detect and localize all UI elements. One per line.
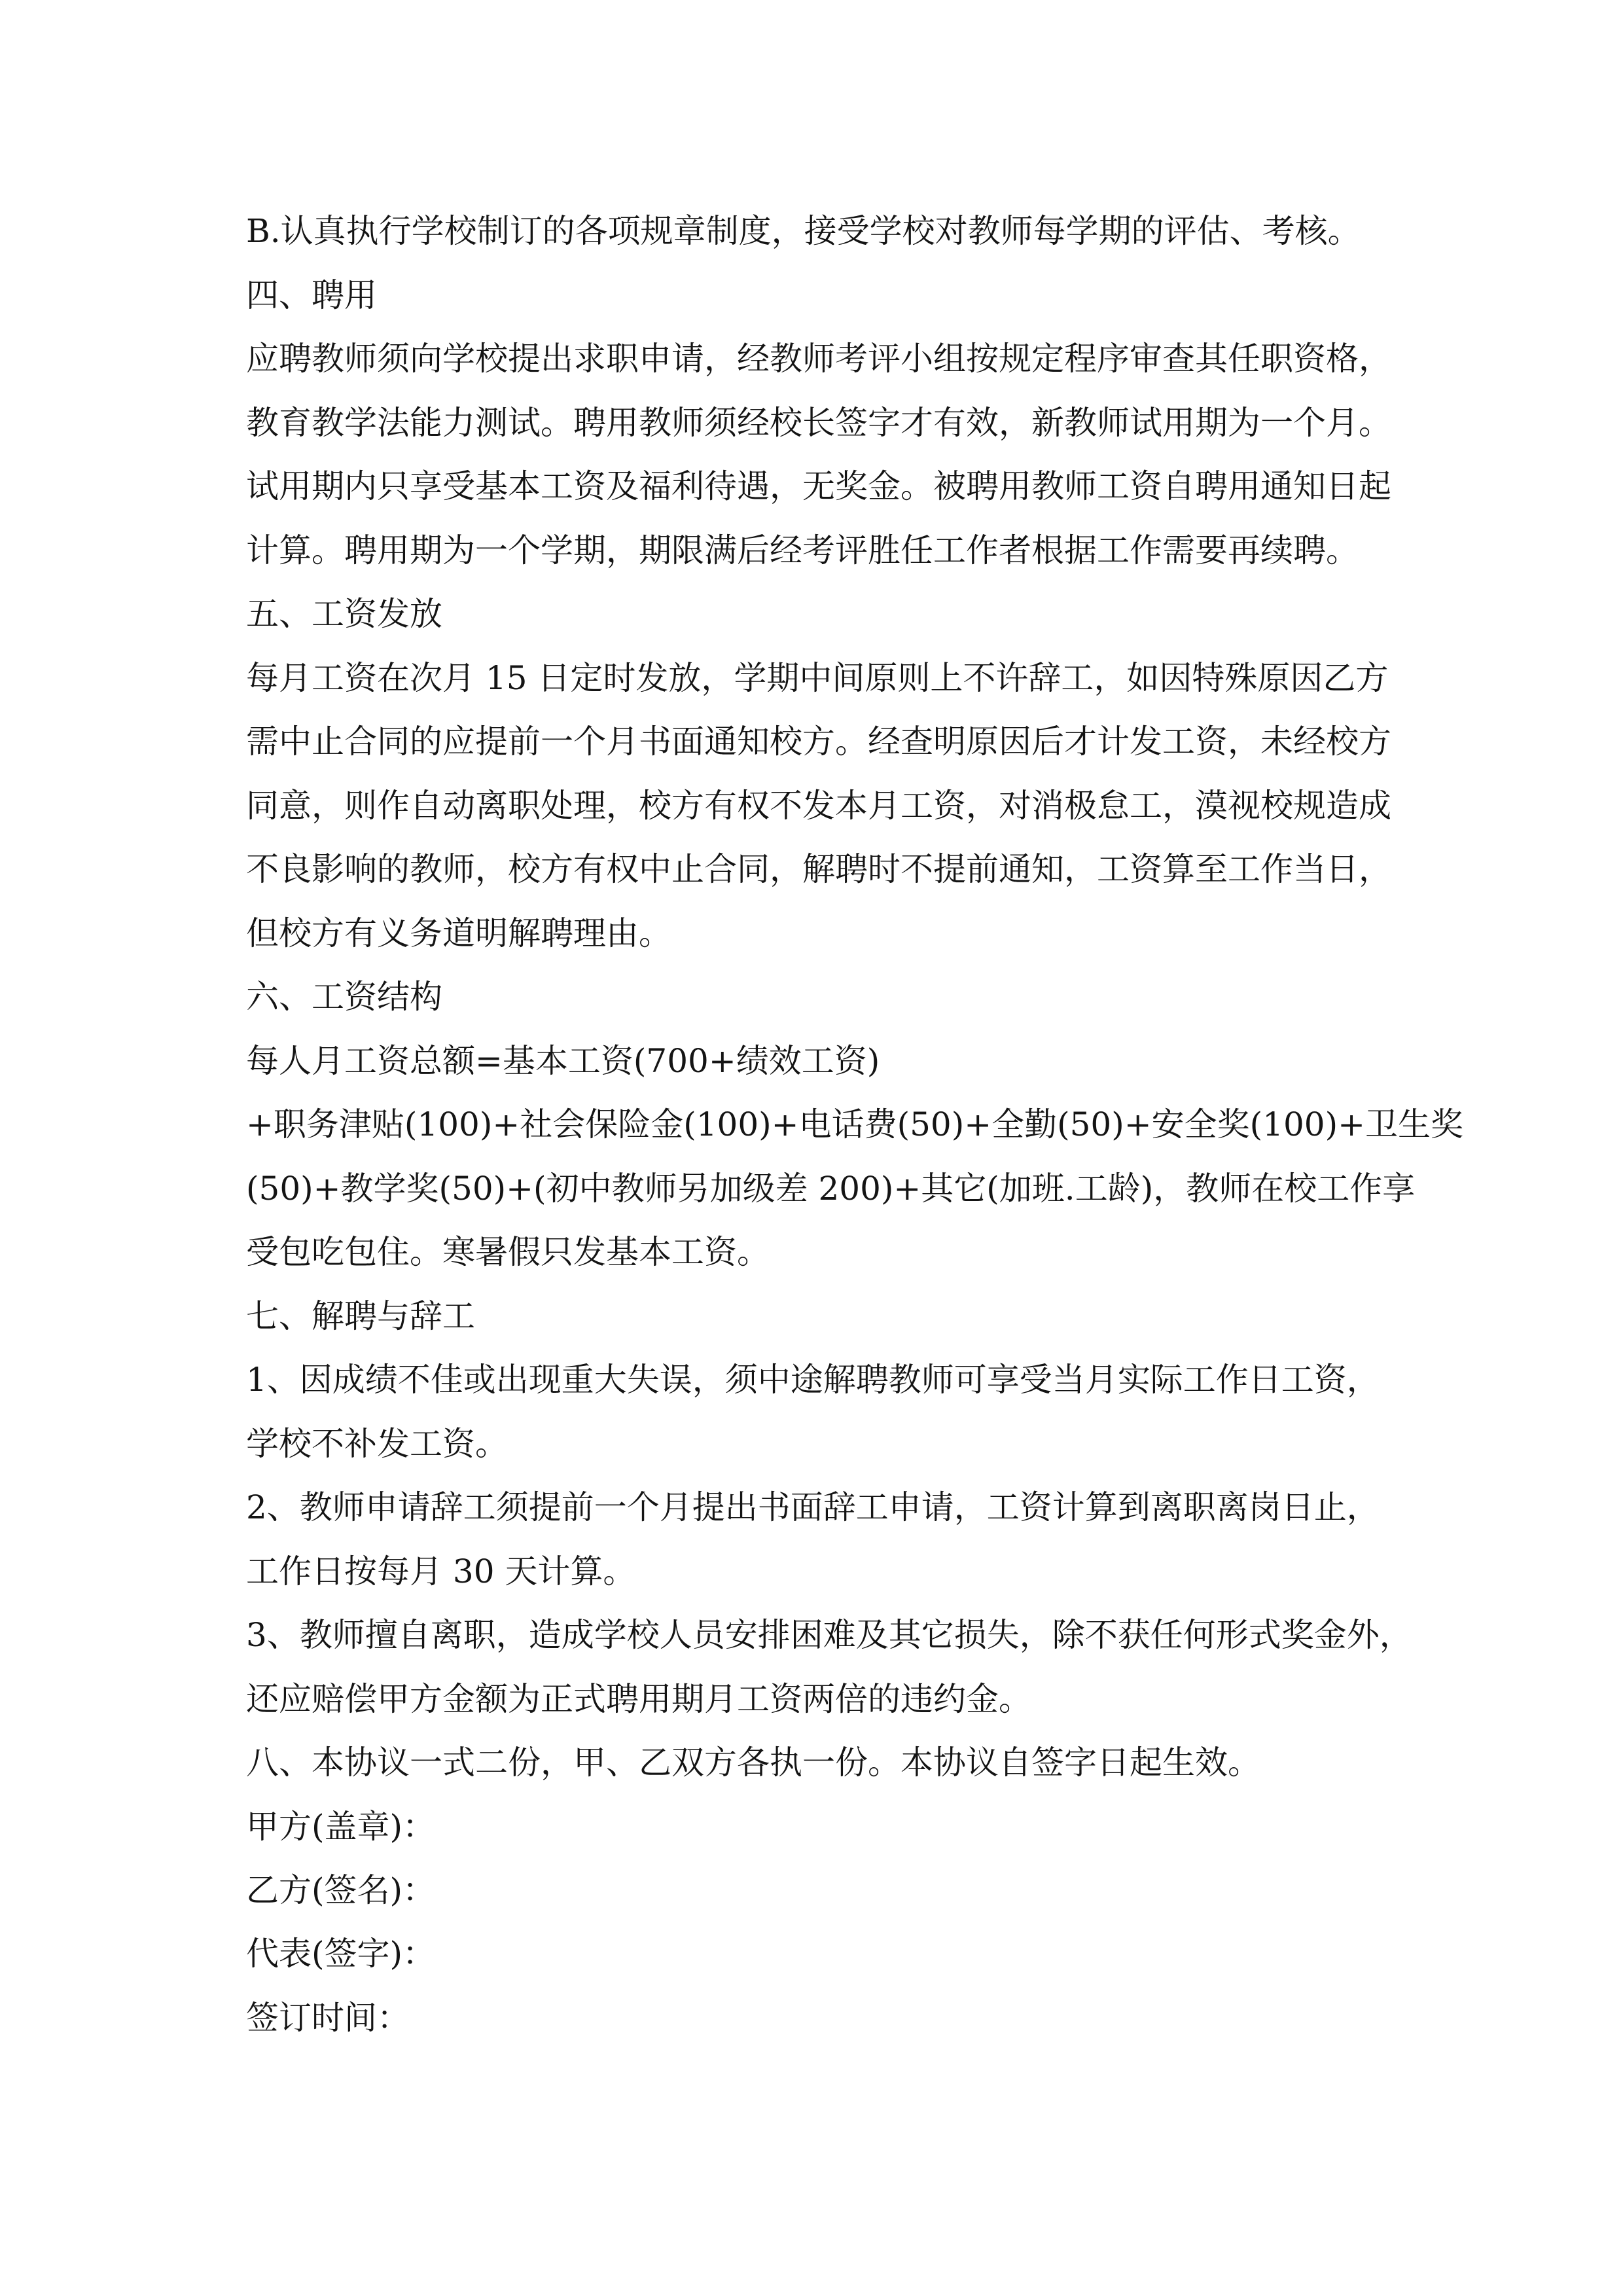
paragraph-line: 工作日按每月 30 天计算。	[246, 1552, 636, 1590]
signature-date: 签订时间：	[246, 1999, 410, 2037]
paragraph-line: 需中止合同的应提前一个月书面通知校方。经查明原因后才计发工资，未经校方	[246, 723, 1391, 761]
paragraph-line: 应聘教师须向学校提出求职申请，经教师考评小组按规定程序审查其任职资格，	[246, 340, 1391, 378]
paragraph-line: +职务津贴(100)+社会保险金(100)+电话费(50)+全勤(50)+安全奖(100)+卫生奖	[246, 1105, 1463, 1143]
section-heading: 六、工资结构	[246, 978, 442, 1016]
paragraph-line: 还应赔偿甲方金额为正式聘用期月工资两倍的违约金。	[246, 1679, 1031, 1718]
paragraph-line: 1、因成绩不佳或出现重大失误，须中途解聘教师可享受当月实际工作日工资，	[246, 1361, 1380, 1399]
paragraph-line: 3、教师擅自离职，造成学校人员安排困难及其它损失，除不获任何形式奖金外，	[246, 1616, 1412, 1654]
paragraph-line: 同意，则作自动离职处理，校方有权不发本月工资，对消极怠工，漠视校规造成	[246, 786, 1391, 825]
signature-party-b: 乙方(签名)：	[246, 1871, 436, 1909]
section-heading: 四、聘用	[246, 276, 377, 314]
section-heading: 八、本协议一式二份，甲、乙双方各执一份。本协议自签字日起生效。	[246, 1744, 1260, 1782]
paragraph-line: (50)+教学奖(50)+(初中教师另加级差 200)+其它(加班.工龄)，教师在校工作享	[246, 1169, 1416, 1208]
paragraph-line: 计算。聘用期为一个学期，期限满后经考评胜任工作者根据工作需要再续聘。	[246, 531, 1359, 569]
paragraph-line: B.认真执行学校制订的各项规章制度，接受学校对教师每学期的评估、考核。	[246, 212, 1361, 250]
paragraph-line: 每月工资在次月 15 日定时发放，学期中间原则上不许辞工，如因特殊原因乙方	[246, 658, 1389, 697]
signature-representative: 代表(签字)：	[246, 1935, 436, 1973]
section-heading: 七、解聘与辞工	[246, 1297, 475, 1335]
paragraph-line: 每人月工资总额=基本工资(700+绩效工资)	[246, 1041, 880, 1080]
section-heading: 五、工资发放	[246, 595, 442, 633]
paragraph-line: 受包吃包住。寒暑假只发基本工资。	[246, 1233, 770, 1271]
document-body	[246, 200, 1463, 1795]
paragraph-line: 学校不补发工资。	[246, 1424, 508, 1463]
paragraph-line: 2、教师申请辞工须提前一个月提出书面辞工申请，工资计算到离职离岗日止，	[246, 1488, 1380, 1526]
paragraph-line: 但校方有义务道明解聘理由。	[246, 914, 671, 952]
paragraph-line: 教育教学法能力测试。聘用教师须经校长签字才有效，新教师试用期为一个月。	[246, 403, 1391, 442]
paragraph-line: 不良影响的教师，校方有权中止合同，解聘时不提前通知，工资算至工作当日，	[246, 850, 1391, 888]
signature-party-a: 甲方(盖章)：	[246, 1808, 436, 1846]
paragraph-line: 试用期内只享受基本工资及福利待遇，无奖金。被聘用教师工资自聘用通知日起	[246, 467, 1391, 505]
